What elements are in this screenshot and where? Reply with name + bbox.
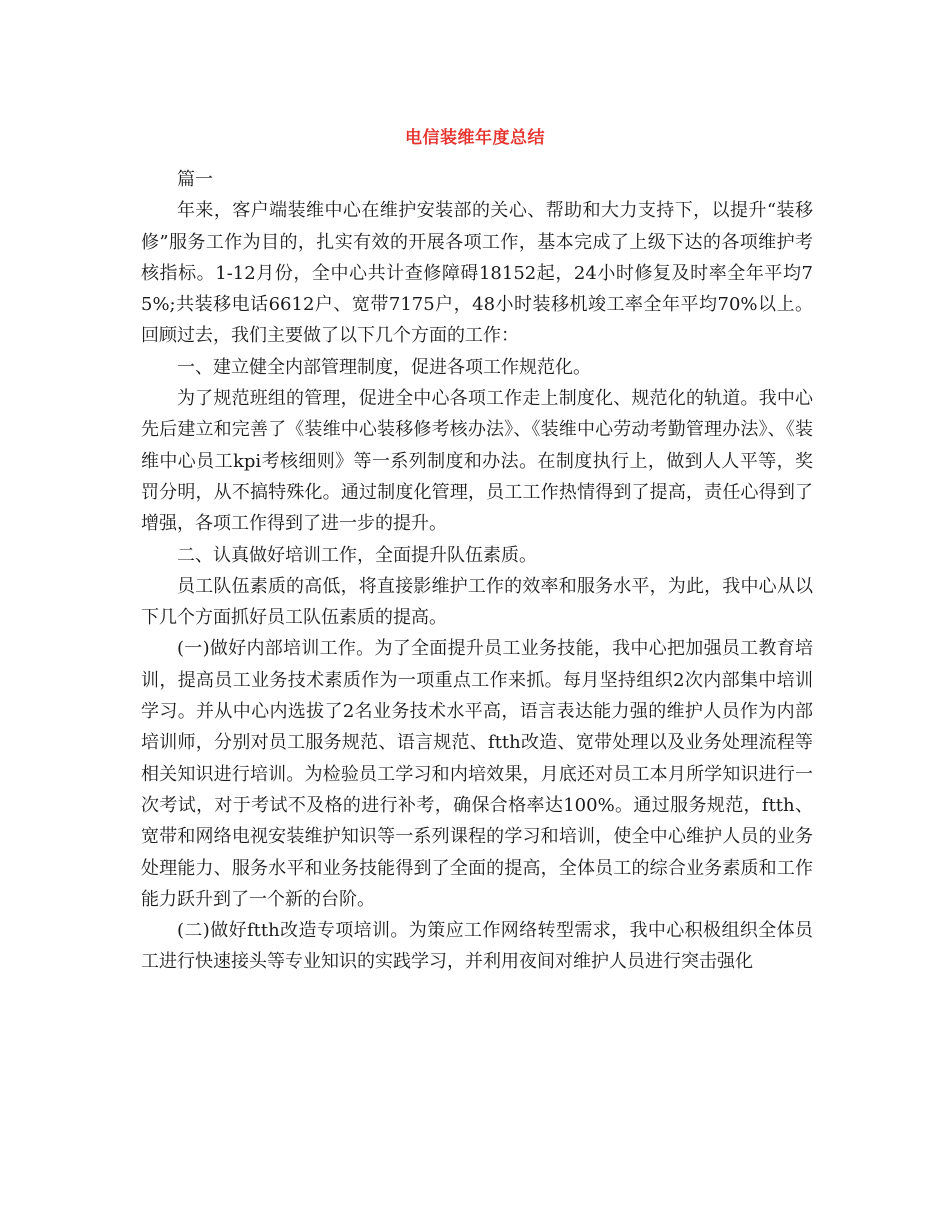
section-heading: 二、认真做好培训工作，全面提升队伍素质。 [177,544,537,566]
paragraph: 员工队伍素质的高低，将直接影维护工作的效率和服务水平，为此，我中心从以下几个方面抓好员工队伍素质的提高。 [141,575,813,629]
paragraph: 为了规范班组的管理，促进全中心各项工作走上制度化、规范化的轨道。我中心先后建立和完善了《装维中心装移修考核办法》、《装维中心劳动考勤管理办法》、《装维中心员工kpi考核细则》等一系列制度和办法。在制度执行上，做到人人平等，奖罚分明，从不搞特殊化。通过制度化管理，员工工作热情得到了提高，责任心得到了增强，各项工作得到了进一步的提升。 [141,388,813,535]
document-body [141,164,813,978]
paragraph: 年来，客户端装维中心在维护安装部的关心、帮助和大力支持下，以提升“装移修”服务工作为目的，扎实有效的开展各项工作，基本完成了上级下达的各项维护考核指标。1-12月份，全中心共计查修障碍18152起，24小时修复及时率全年平均75%;共装移电话6612户、宽带7175户，48小时装移机竣工率全年平均70%以上。回顾过去，我们主要做了以下几个方面的工作： [141,200,813,347]
paragraph: (一)做好内部培训工作。为了全面提升员工业务技能，我中心把加强员工教育培训，提高员工业务技术素质作为一项重点工作来抓。每月坚持组织2次内部集中培训学习。并从中心内选拔了2名业务技术水平高，语言表达能力强的维护人员作为内部培训师，分别对员工服务规范、语言规范、ftth改造、宽带处理以及业务处理流程等相关知识进行培训。为检验员工学习和内培效果，月底还对员工本月所学知识进行一次考试，对于考试不及格的进行补考，确保合格率达100%。通过服务规范，ftth、宽带和网络电视安装维护知识等一系列课程的学习和培训，使全中心维护人员的业务处理能力、服务水平和业务技能得到了全面的提高，全体员工的综合业务素质和工作能力跃升到了一个新的台阶。 [141,638,813,910]
paragraph: (二)做好ftth改造专项培训。为策应工作网络转型需求，我中心积极组织全体员工进行快速接头等专业知识的实践学习，并利用夜间对维护人员进行突击强化 [141,920,813,973]
section-heading: 一、建立健全内部管理制度，促进各项工作规范化。 [177,356,591,378]
document-title: 电信装维年度总结 [405,128,545,148]
section-label: 篇一 [177,169,213,190]
